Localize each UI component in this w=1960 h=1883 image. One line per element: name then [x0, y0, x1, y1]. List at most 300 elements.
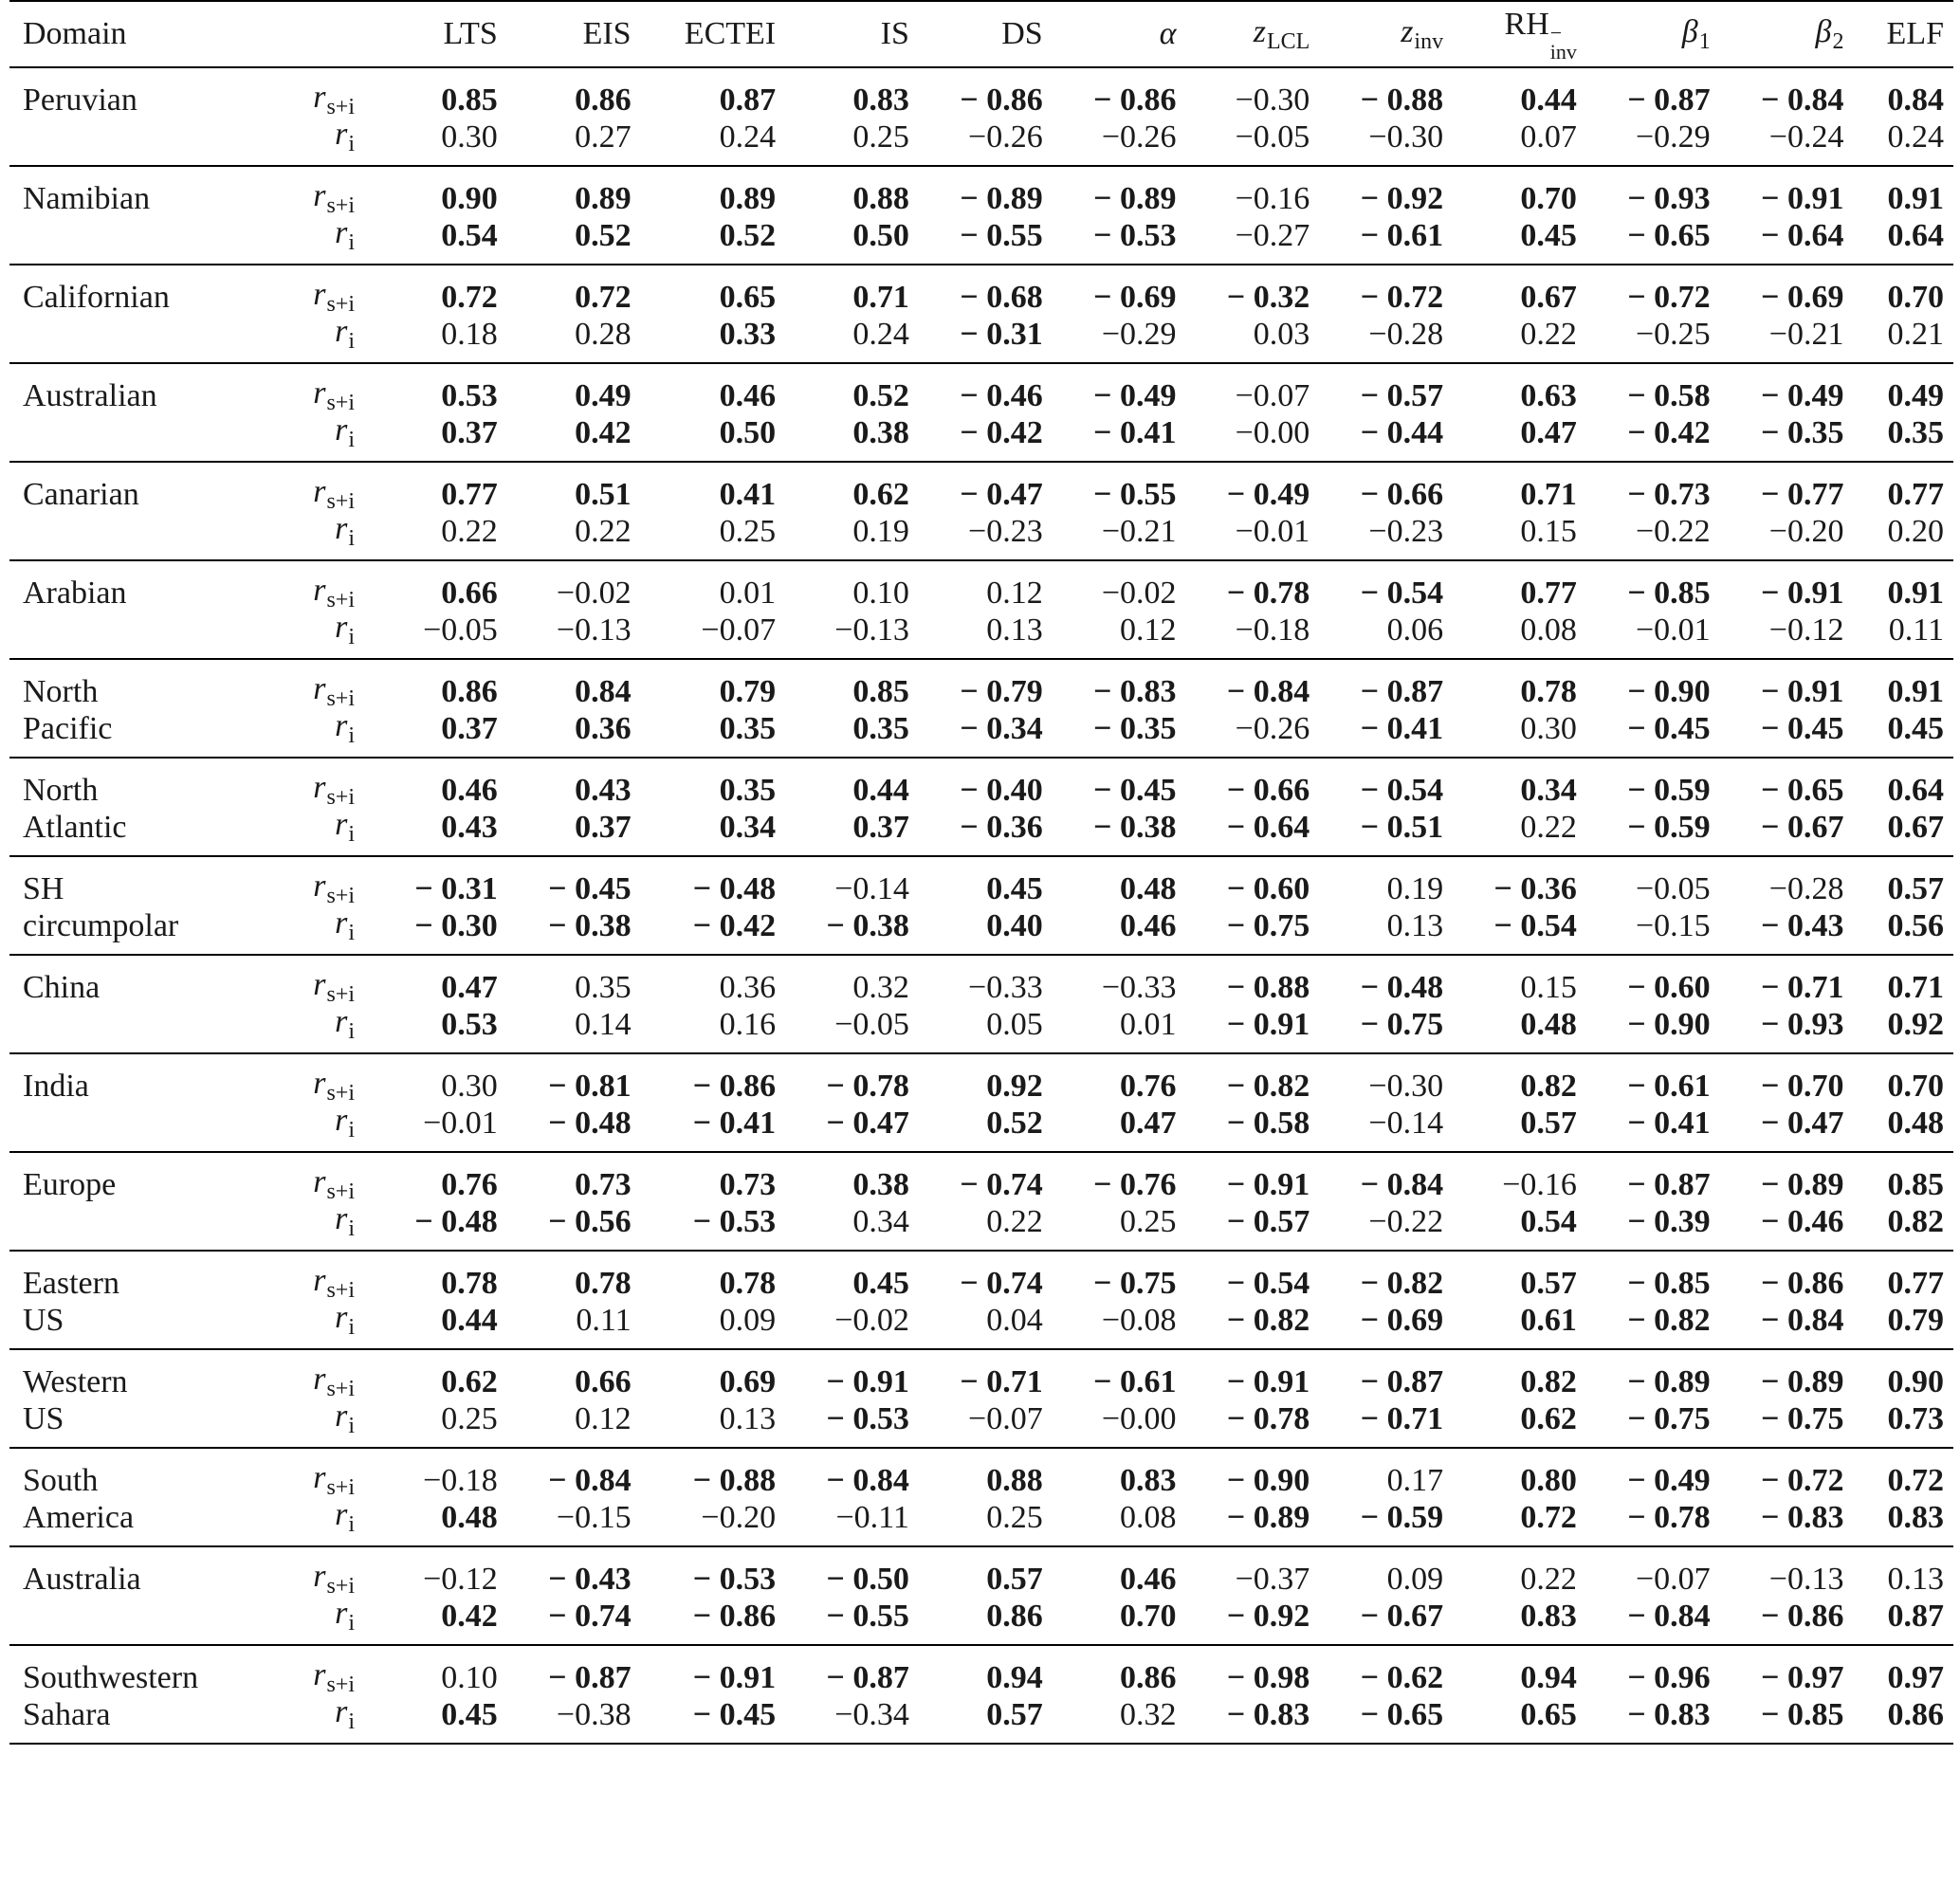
value-cell: −0.22: [1586, 513, 1720, 560]
table-row: [9, 1006, 1953, 1053]
value-cell: 0.54: [374, 217, 507, 265]
value-cell: 0.07: [1453, 119, 1586, 166]
value-cell: 0.24: [641, 119, 786, 166]
value-cell: − 0.49: [1226, 476, 1310, 512]
column-header-subscript: 1: [1698, 28, 1711, 54]
value-cell: − 0.38: [507, 907, 641, 955]
value-cell: 0.85: [1887, 1166, 1944, 1202]
domain-cell: Eastern: [23, 1265, 119, 1301]
value-cell: − 0.96: [1627, 1659, 1711, 1695]
value-cell: −0.30: [1319, 119, 1453, 166]
value-cell: 0.90: [441, 180, 498, 216]
value-cell: 0.35: [575, 969, 632, 1005]
table-row: [9, 1696, 1953, 1744]
value-cell: −0.07: [1235, 377, 1310, 413]
value-cell: −0.13: [1768, 1561, 1844, 1597]
r-label-base: r: [313, 770, 326, 805]
table-row: [9, 710, 1953, 758]
value-cell: 0.33: [641, 316, 786, 363]
table-row: [9, 1152, 1953, 1203]
value-cell: 0.72: [441, 279, 498, 315]
value-cell: 0.38: [852, 1166, 909, 1202]
r-label-subscript: s+i: [326, 1179, 355, 1204]
value-cell: − 0.65: [1761, 772, 1844, 808]
r-label-subscript: s+i: [326, 1278, 355, 1303]
value-cell: − 0.53: [1053, 217, 1186, 265]
value-cell: 0.57: [986, 1561, 1043, 1597]
value-cell: 0.97: [1887, 1659, 1944, 1695]
table-row: [9, 1499, 1953, 1546]
value-cell: 0.34: [1520, 772, 1577, 808]
r-label-subscript: s+i: [326, 95, 355, 119]
table-row: [9, 1598, 1953, 1645]
value-cell: 0.30: [374, 119, 507, 166]
column-header-base: β: [1681, 13, 1698, 49]
domain-cell: SH: [23, 870, 64, 906]
value-cell: − 0.53: [692, 1561, 777, 1597]
value-cell: 0.22: [1520, 1561, 1577, 1597]
r-label-base: r: [313, 1263, 326, 1298]
r-label-subscript: s+i: [326, 1574, 355, 1599]
value-cell: 0.20: [1853, 513, 1953, 560]
value-cell: 0.30: [441, 1068, 498, 1104]
value-cell: −0.37: [1235, 1561, 1310, 1597]
value-cell: − 0.83: [1186, 1696, 1320, 1744]
value-cell: 0.86: [575, 82, 632, 118]
value-cell: − 0.84: [1226, 673, 1310, 709]
value-cell: −0.23: [919, 513, 1053, 560]
value-cell: 0.66: [575, 1363, 632, 1399]
value-cell: 0.66: [441, 575, 498, 611]
value-cell: 0.35: [719, 772, 777, 808]
r-label-subscript: i: [348, 132, 355, 156]
r-label-subscript: i: [348, 723, 355, 748]
value-cell: − 0.77: [1761, 476, 1844, 512]
table-row: [9, 217, 1953, 265]
value-cell: 0.52: [641, 217, 786, 265]
value-cell: − 0.71: [1761, 969, 1844, 1005]
r-label-subscript: s+i: [326, 193, 355, 218]
column-header-subscript: 2: [1832, 28, 1844, 54]
r-label-cell: [260, 1645, 374, 1696]
value-cell: 0.15: [1520, 969, 1577, 1005]
value-cell: 0.77: [441, 476, 498, 512]
table-row: [9, 67, 1953, 119]
column-header: IS: [785, 1, 919, 67]
value-cell: 0.61: [1453, 1302, 1586, 1349]
table-row: [9, 462, 1953, 513]
value-cell: 0.14: [507, 1006, 641, 1053]
r-label-cell: [260, 907, 374, 955]
value-cell: 0.09: [1386, 1561, 1444, 1597]
value-cell: −0.30: [1235, 82, 1310, 118]
value-cell: 0.80: [1520, 1462, 1577, 1498]
value-cell: 0.03: [1186, 316, 1320, 363]
value-cell: 0.46: [1120, 1561, 1177, 1597]
value-cell: −0.02: [1101, 575, 1177, 611]
value-cell: − 0.61: [1627, 1068, 1711, 1104]
value-cell: 0.30: [1453, 710, 1586, 758]
header-row: [9, 1, 1953, 67]
value-cell: 0.22: [1453, 809, 1586, 856]
value-cell: 0.45: [1453, 217, 1586, 265]
value-cell: 0.05: [919, 1006, 1053, 1053]
r-label-subscript: s+i: [326, 1475, 355, 1500]
value-cell: − 0.93: [1627, 180, 1711, 216]
value-cell: 0.01: [719, 575, 777, 611]
value-cell: −0.16: [1502, 1166, 1577, 1202]
value-cell: 0.11: [1853, 612, 1953, 659]
value-cell: 0.08: [1453, 612, 1586, 659]
column-header: ECTEI: [641, 1, 786, 67]
r-label-base: r: [335, 117, 348, 152]
table-body: [9, 67, 1953, 1744]
value-cell: − 0.91: [1761, 575, 1844, 611]
value-cell: −0.18: [423, 1462, 498, 1498]
value-cell: − 0.83: [1720, 1499, 1854, 1546]
value-cell: −0.08: [1053, 1302, 1186, 1349]
value-cell: −0.33: [1101, 969, 1177, 1005]
domain-cell: Arabian: [23, 575, 127, 611]
table-row: [9, 560, 1953, 612]
r-label-cell: [260, 1349, 374, 1400]
value-cell: − 0.70: [1761, 1068, 1844, 1104]
value-cell: − 0.91: [826, 1363, 909, 1399]
value-cell: 0.89: [575, 180, 632, 216]
value-cell: −0.29: [1053, 316, 1186, 363]
table-row: [9, 1203, 1953, 1251]
value-cell: − 0.91: [1226, 1363, 1310, 1399]
domain-cell: Southwestern: [23, 1659, 199, 1695]
value-cell: − 0.72: [1761, 1462, 1844, 1498]
value-cell: − 0.40: [960, 772, 1043, 808]
r-label-subscript: i: [348, 1118, 355, 1143]
value-cell: − 0.86: [1720, 1598, 1854, 1645]
r-label-base: r: [313, 1657, 326, 1692]
r-label-base: r: [335, 1497, 348, 1532]
r-label-base: r: [313, 375, 326, 411]
r-label-cell: [260, 1006, 374, 1053]
value-cell: − 0.47: [1720, 1105, 1854, 1152]
value-cell: − 0.36: [919, 809, 1053, 856]
r-label-cell: [260, 659, 374, 710]
value-cell: − 0.45: [1093, 772, 1177, 808]
value-cell: 0.85: [852, 673, 909, 709]
value-cell: 0.52: [919, 1105, 1053, 1152]
value-cell: 0.62: [852, 476, 909, 512]
value-cell: 0.57: [1520, 1265, 1577, 1301]
value-cell: 0.08: [1053, 1499, 1186, 1546]
r-label-cell: [260, 1053, 374, 1105]
value-cell: 0.13: [919, 612, 1053, 659]
value-cell: 0.85: [441, 82, 498, 118]
r-label-base: r: [335, 1399, 348, 1434]
value-cell: 0.42: [507, 414, 641, 462]
r-label-subscript: i: [348, 921, 355, 945]
value-cell: − 0.89: [1761, 1166, 1844, 1202]
value-cell: 0.52: [507, 217, 641, 265]
r-label-cell: [260, 1499, 374, 1546]
value-cell: 0.17: [1386, 1462, 1444, 1498]
value-cell: 0.37: [374, 414, 507, 462]
domain-cell: China: [23, 969, 101, 1005]
value-cell: 0.46: [719, 377, 777, 413]
r-label-base: r: [313, 1559, 326, 1594]
value-cell: 0.71: [852, 279, 909, 315]
value-cell: 0.67: [1853, 809, 1953, 856]
value-cell: − 0.86: [960, 82, 1043, 118]
correlation-table: [9, 0, 1953, 1745]
value-cell: 0.47: [1053, 1105, 1186, 1152]
value-cell: − 0.65: [1586, 217, 1720, 265]
value-cell: − 0.93: [1720, 1006, 1854, 1053]
value-cell: 0.12: [507, 1400, 641, 1448]
table-row: [9, 1349, 1953, 1400]
value-cell: 0.76: [1120, 1068, 1177, 1104]
value-cell: 0.62: [441, 1363, 498, 1399]
value-cell: − 0.74: [960, 1166, 1043, 1202]
value-cell: 0.06: [1319, 612, 1453, 659]
value-cell: 0.89: [719, 180, 777, 216]
value-cell: − 0.71: [1319, 1400, 1453, 1448]
r-label-subscript: s+i: [326, 884, 355, 908]
column-header: LTS: [374, 1, 507, 67]
value-cell: − 0.89: [1186, 1499, 1320, 1546]
domain-cell: Sahara: [9, 1696, 260, 1744]
value-cell: − 0.89: [960, 180, 1043, 216]
column-header-subscript: inv: [1549, 40, 1577, 64]
value-cell: − 0.83: [1586, 1696, 1720, 1744]
value-cell: 0.40: [919, 907, 1053, 955]
value-cell: 0.79: [719, 673, 777, 709]
value-cell: − 0.61: [1093, 1363, 1177, 1399]
value-cell: 0.77: [1520, 575, 1577, 611]
value-cell: − 0.82: [1186, 1302, 1320, 1349]
value-cell: 0.84: [575, 673, 632, 709]
value-cell: −0.22: [1319, 1203, 1453, 1251]
value-cell: − 0.48: [1360, 969, 1444, 1005]
value-cell: −0.07: [641, 612, 786, 659]
column-header-scripts: [1549, 21, 1577, 64]
value-cell: 0.49: [1887, 377, 1944, 413]
value-cell: 0.57: [1887, 870, 1944, 906]
value-cell: − 0.88: [692, 1462, 777, 1498]
value-cell: 0.21: [1853, 316, 1953, 363]
r-label-base: r: [335, 807, 348, 842]
value-cell: 0.46: [1053, 907, 1186, 955]
value-cell: 0.53: [374, 1006, 507, 1053]
value-cell: − 0.45: [1720, 710, 1854, 758]
value-cell: 0.24: [785, 316, 919, 363]
r-label-cell: [260, 462, 374, 513]
value-cell: −0.05: [1636, 870, 1711, 906]
table-row: [9, 1302, 1953, 1349]
value-cell: − 0.48: [692, 870, 777, 906]
value-cell: − 0.75: [1319, 1006, 1453, 1053]
value-cell: −0.20: [1720, 513, 1854, 560]
value-cell: − 0.75: [1093, 1265, 1177, 1301]
domain-cell: US: [9, 1302, 260, 1349]
domain-header: Domain: [9, 1, 260, 67]
value-cell: − 0.91: [1186, 1006, 1320, 1053]
value-cell: − 0.41: [641, 1105, 786, 1152]
value-cell: − 0.48: [374, 1203, 507, 1251]
r-label-subscript: i: [348, 329, 355, 354]
r-label-base: r: [313, 868, 326, 904]
value-cell: 0.43: [575, 772, 632, 808]
value-cell: − 0.84: [1360, 1166, 1444, 1202]
r-label-cell: [260, 758, 374, 809]
r-label-subscript: i: [348, 1019, 355, 1044]
domain-cell: North: [23, 772, 99, 808]
domain-cell: Pacific: [9, 710, 260, 758]
r-label-base: r: [335, 412, 348, 448]
value-cell: − 0.44: [1319, 414, 1453, 462]
value-cell: −0.38: [507, 1696, 641, 1744]
value-cell: 0.12: [986, 575, 1043, 611]
value-cell: 0.25: [374, 1400, 507, 1448]
value-cell: − 0.85: [1720, 1696, 1854, 1744]
value-cell: − 0.85: [1627, 1265, 1711, 1301]
value-cell: −0.26: [1186, 710, 1320, 758]
value-cell: 0.35: [785, 710, 919, 758]
domain-cell: [9, 217, 260, 265]
table-row: [9, 1251, 1953, 1302]
value-cell: 0.45: [1853, 710, 1953, 758]
value-cell: 0.63: [1520, 377, 1577, 413]
value-cell: − 0.87: [1360, 1363, 1444, 1399]
value-cell: − 0.59: [1319, 1499, 1453, 1546]
r-label-cell: [260, 560, 374, 612]
value-cell: − 0.68: [960, 279, 1043, 315]
value-cell: − 0.49: [1761, 377, 1844, 413]
value-cell: − 0.79: [960, 673, 1043, 709]
value-cell: 0.48: [374, 1499, 507, 1546]
r-label-cell: [260, 1251, 374, 1302]
value-cell: − 0.69: [1761, 279, 1844, 315]
value-cell: 0.38: [785, 414, 919, 462]
value-cell: 0.70: [1053, 1598, 1186, 1645]
value-cell: 0.45: [374, 1696, 507, 1744]
value-cell: 0.42: [374, 1598, 507, 1645]
value-cell: −0.01: [374, 1105, 507, 1152]
value-cell: 0.37: [785, 809, 919, 856]
value-cell: −0.02: [785, 1302, 919, 1349]
table-row: [9, 809, 1953, 856]
r-label-base: r: [335, 1694, 348, 1729]
value-cell: 0.83: [1453, 1598, 1586, 1645]
value-cell: − 0.53: [641, 1203, 786, 1251]
value-cell: 0.87: [1853, 1598, 1953, 1645]
r-label-subscript: s+i: [326, 489, 355, 514]
table-row: [9, 955, 1953, 1006]
value-cell: 0.83: [852, 82, 909, 118]
domain-cell: [9, 612, 260, 659]
value-cell: − 0.86: [641, 1598, 786, 1645]
value-cell: −0.16: [1235, 180, 1310, 216]
value-cell: − 0.84: [1586, 1598, 1720, 1645]
r-label-header: [260, 1, 374, 67]
value-cell: − 0.61: [1319, 217, 1453, 265]
value-cell: − 0.55: [785, 1598, 919, 1645]
value-cell: 0.73: [575, 1166, 632, 1202]
value-cell: 0.82: [1520, 1363, 1577, 1399]
value-cell: −0.29: [1586, 119, 1720, 166]
value-cell: −0.34: [785, 1696, 919, 1744]
table-row: [9, 265, 1953, 316]
value-cell: 0.32: [852, 969, 909, 1005]
domain-cell: [9, 1006, 260, 1053]
value-cell: − 0.85: [1627, 575, 1711, 611]
value-cell: 0.37: [374, 710, 507, 758]
value-cell: − 0.89: [1093, 180, 1177, 216]
value-cell: 0.77: [1887, 1265, 1944, 1301]
value-cell: 0.35: [641, 710, 786, 758]
r-label-subscript: i: [348, 1216, 355, 1241]
value-cell: 0.70: [1887, 279, 1944, 315]
value-cell: 0.35: [1853, 414, 1953, 462]
value-cell: − 0.48: [507, 1105, 641, 1152]
value-cell: − 0.60: [1627, 969, 1711, 1005]
table-row: [9, 1645, 1953, 1696]
value-cell: − 0.65: [1319, 1696, 1453, 1744]
value-cell: − 0.43: [548, 1561, 632, 1597]
r-label-base: r: [313, 573, 326, 608]
value-cell: − 0.84: [548, 1462, 632, 1498]
value-cell: 0.44: [852, 772, 909, 808]
domain-cell: [9, 513, 260, 560]
r-label-base: r: [335, 314, 348, 349]
value-cell: 0.13: [1887, 1561, 1944, 1597]
value-cell: 0.12: [1053, 612, 1186, 659]
value-cell: − 0.41: [1053, 414, 1186, 462]
value-cell: 0.92: [986, 1068, 1043, 1104]
value-cell: − 0.55: [1093, 476, 1177, 512]
domain-cell: [9, 1203, 260, 1251]
value-cell: 0.13: [641, 1400, 786, 1448]
value-cell: − 0.51: [1319, 809, 1453, 856]
r-label-subscript: s+i: [326, 292, 355, 317]
value-cell: 0.27: [507, 119, 641, 166]
r-label-cell: [260, 119, 374, 166]
value-cell: 0.92: [1853, 1006, 1953, 1053]
r-label-base: r: [335, 1201, 348, 1236]
value-cell: −0.13: [785, 612, 919, 659]
value-cell: 0.53: [441, 377, 498, 413]
domain-cell: Australian: [23, 377, 157, 413]
column-header-base: β: [1815, 13, 1832, 49]
value-cell: − 0.62: [1360, 1659, 1444, 1695]
value-cell: 0.43: [374, 809, 507, 856]
value-cell: − 0.42: [919, 414, 1053, 462]
value-cell: −0.01: [1186, 513, 1320, 560]
value-cell: −0.21: [1053, 513, 1186, 560]
value-cell: 0.86: [1853, 1696, 1953, 1744]
value-cell: 0.64: [1887, 772, 1944, 808]
value-cell: − 0.82: [1226, 1068, 1310, 1104]
value-cell: − 0.58: [1186, 1105, 1320, 1152]
value-cell: − 0.53: [785, 1400, 919, 1448]
r-label-cell: [260, 67, 374, 119]
r-label-subscript: s+i: [326, 1377, 355, 1401]
r-label-base: r: [313, 1164, 326, 1199]
value-cell: 0.19: [1386, 870, 1444, 906]
value-cell: 0.16: [641, 1006, 786, 1053]
value-cell: 0.25: [641, 513, 786, 560]
value-cell: 0.32: [1053, 1696, 1186, 1744]
value-cell: − 0.88: [1226, 969, 1310, 1005]
value-cell: 0.78: [575, 1265, 632, 1301]
